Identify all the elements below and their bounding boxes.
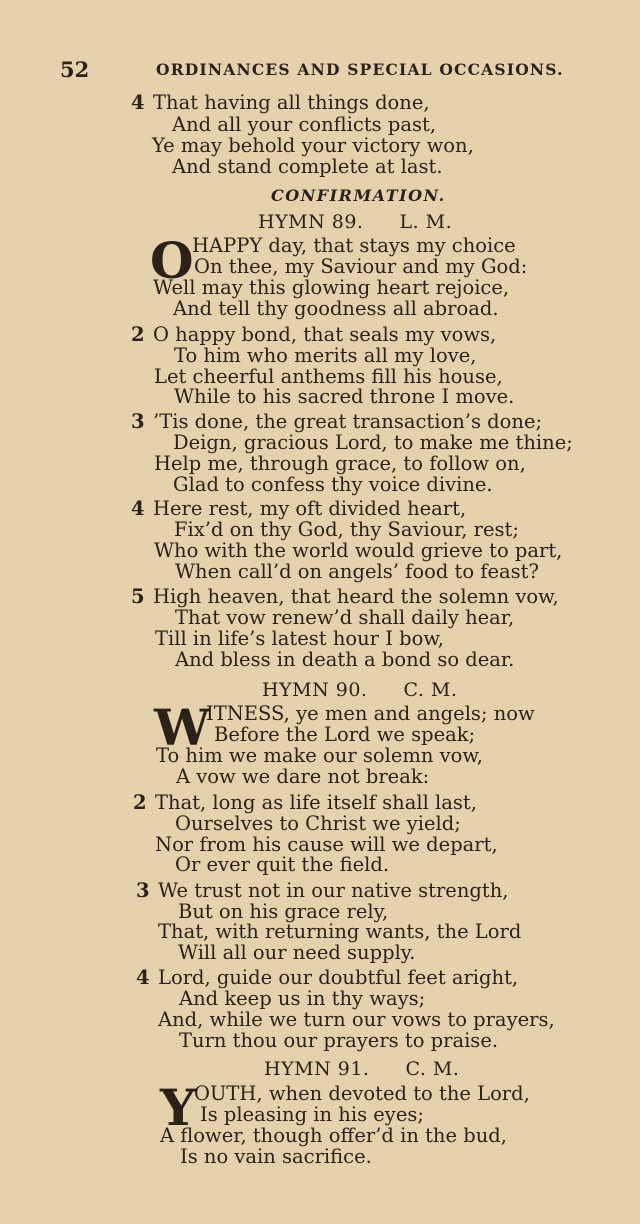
verse-line: To him we make our solemn vow, bbox=[156, 744, 483, 767]
verse-line: ITNESS, ye men and angels; now bbox=[206, 702, 535, 725]
verse-line: 2 That, long as life itself shall last, bbox=[133, 791, 477, 814]
verse-line: 4 Lord, guide our doubtful feet aright, bbox=[136, 966, 519, 989]
verse-line: Ourselves to Christ we yield; bbox=[175, 812, 461, 835]
verse-line: Help me, through grace, to follow on, bbox=[154, 452, 526, 475]
verse-line: A flower, though offer’d in the bud, bbox=[160, 1124, 507, 1147]
verse-line: On thee, my Saviour and my God: bbox=[194, 255, 528, 278]
verse-line: Will all our need supply. bbox=[178, 941, 416, 964]
verse-line: 3 We trust not in our native strength, bbox=[136, 879, 509, 902]
drop-cap: W bbox=[154, 698, 211, 757]
page-number: 52 bbox=[60, 57, 90, 82]
verse-line: 2 O happy bond, that seals my vows, bbox=[131, 323, 497, 346]
hymn-91-title: HYMN 91. C. M. bbox=[264, 1058, 460, 1080]
verse-line: And tell thy goodness all abroad. bbox=[173, 297, 499, 320]
verse-line: And bless in death a bond so dear. bbox=[175, 648, 515, 671]
hymn-meter: C. M. bbox=[403, 679, 458, 701]
section-title: ORDINANCES AND SPECIAL OCCASIONS. bbox=[156, 60, 564, 79]
verse-line: To him who merits all my love, bbox=[174, 344, 477, 367]
verse-number: 4 bbox=[131, 91, 145, 114]
verse-line: Deign, gracious Lord, to make me thine; bbox=[173, 431, 573, 454]
hymn-meter: C. M. bbox=[405, 1058, 460, 1080]
verse-line: But on his grace rely, bbox=[178, 900, 389, 923]
verse-line: Is pleasing in his eyes; bbox=[200, 1103, 424, 1126]
running-head bbox=[60, 57, 580, 83]
verse-line: Turn thou our prayers to praise. bbox=[179, 1029, 499, 1052]
verse-line: Let cheerful anthems fill his house, bbox=[154, 365, 503, 388]
hymn-89-title: HYMN 89. L. M. bbox=[258, 211, 453, 233]
verse-line: While to his sacred throne I move. bbox=[174, 385, 515, 408]
verse-line: 4 Here rest, my oft divided heart, bbox=[131, 497, 467, 520]
verse-line: And, while we turn our vows to prayers, bbox=[158, 1008, 555, 1031]
verse-line: And all your conflicts past, bbox=[172, 113, 437, 136]
verse-line: When call’d on angels’ food to feast? bbox=[175, 560, 539, 583]
verse-line: That vow renew’d shall daily hear, bbox=[175, 606, 515, 629]
verse-line: And stand complete at last. bbox=[172, 155, 443, 178]
verse-line: Before the Lord we speak; bbox=[214, 723, 476, 746]
verse-line: Till in life’s latest hour I bow, bbox=[155, 627, 444, 650]
hymn-meter: L. M. bbox=[399, 211, 453, 233]
verse-line: 4 That having all things done, bbox=[131, 91, 430, 114]
verse-line: Fix’d on thy God, thy Saviour, rest; bbox=[174, 518, 519, 541]
verse-line: That, with returning wants, the Lord bbox=[158, 920, 522, 943]
drop-cap: Y bbox=[160, 1078, 196, 1137]
verse-line: 3 ’Tis done, the great transaction’s done; bbox=[131, 410, 543, 433]
verse-line: Or ever quit the field. bbox=[175, 853, 390, 876]
verse-line: And keep us in thy ways; bbox=[179, 987, 426, 1010]
verse-line: Nor from his cause will we depart, bbox=[155, 833, 498, 856]
verse-line: HAPPY day, that stays my choice bbox=[192, 234, 516, 257]
verse-line: Glad to confess thy voice divine. bbox=[173, 473, 493, 496]
verse-line: Well may this glowing heart rejoice, bbox=[153, 276, 510, 299]
verse-line: OUTH, when devoted to the Lord, bbox=[194, 1082, 530, 1105]
verse-line: 5 High heaven, that heard the solemn vow, bbox=[131, 585, 559, 608]
verse-line: Ye may behold your victory won, bbox=[152, 134, 474, 157]
verse-line: Who with the world would grieve to part, bbox=[154, 539, 563, 562]
hymn-90-title: HYMN 90. C. M. bbox=[262, 679, 458, 701]
verse-line: A vow we dare not break: bbox=[176, 765, 430, 788]
verse-line: Is no vain sacrifice. bbox=[180, 1145, 372, 1168]
drop-cap: O bbox=[150, 231, 194, 290]
section-subheading: CONFIRMATION. bbox=[271, 186, 446, 205]
